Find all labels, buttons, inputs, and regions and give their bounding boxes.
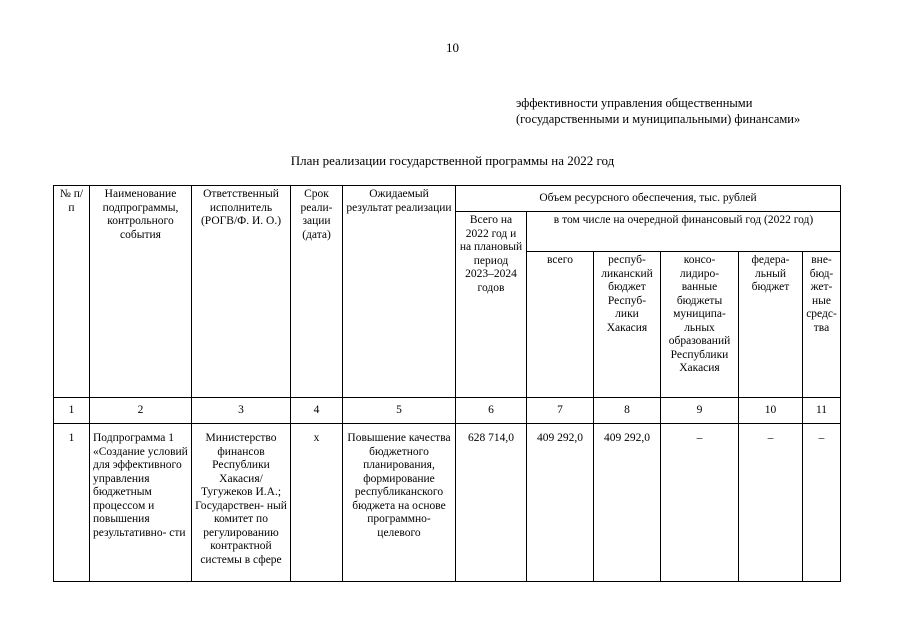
header-offbudget: вне- бюд- жет- ные средс- тва	[803, 252, 841, 398]
plan-title: План реализации государственной программы на 2022 год	[290, 153, 615, 168]
header-consolidated: консо- лидиро- ванные бюджеты муниципа- льных образований Республики Хакасия	[661, 252, 739, 398]
row-total-all: 628 714,0	[456, 424, 527, 582]
column-number: 3	[192, 398, 291, 424]
subtitle-line-2: (государственными и муниципальными) финансами»	[516, 112, 801, 126]
row-term: х	[291, 424, 343, 582]
row-name: Подпрограмма 1 «Создание условий для эффективного управления бюджетным процессом и повышения результативно- сти	[90, 424, 192, 582]
row-num: 1	[54, 424, 90, 582]
row-responsible: Министерство финансов Республики Хакасия/ Тугужеков И.А.; Государствен- ный комитет по регулированию контрактной системы в сфере	[192, 424, 291, 582]
row-result: Повышение качества бюджетного планирования, формирование республиканского бюджета на основе программно- целевого	[343, 424, 456, 582]
subtitle-line-1: эффективности управления общественными	[516, 96, 753, 110]
column-number: 2	[90, 398, 192, 424]
header-row-1	[54, 186, 841, 212]
table-row	[54, 424, 841, 582]
column-number: 11	[803, 398, 841, 424]
row-federal: –	[739, 424, 803, 582]
column-number: 5	[343, 398, 456, 424]
row-consolidated: –	[661, 424, 739, 582]
column-number: 4	[291, 398, 343, 424]
row-offbudget: –	[803, 424, 841, 582]
header-total: всего	[527, 252, 594, 398]
header-federal: федера- льный бюджет	[739, 252, 803, 398]
header-total-all: Всего на 2022 год и на плановый период 2023–2024 годов	[456, 212, 527, 398]
header-resources: Объем ресурсного обеспечения, тыс. рублей	[456, 186, 841, 212]
column-number: 9	[661, 398, 739, 424]
column-number: 7	[527, 398, 594, 424]
header-num: № п/п	[54, 186, 90, 398]
row-total: 409 292,0	[527, 424, 594, 582]
column-number: 6	[456, 398, 527, 424]
column-number: 10	[739, 398, 803, 424]
header-term: Срок реали- зации (дата)	[291, 186, 343, 398]
header-result: Ожидаемый результат реализации	[343, 186, 456, 398]
header-name: Наименование подпрограммы, контрольного события	[90, 186, 192, 398]
column-number-row	[54, 398, 841, 424]
header-responsible: Ответственный исполнитель (РОГВ/Ф. И. О.)	[192, 186, 291, 398]
header-including: в том числе на очередной финансовый год (2022 год)	[527, 212, 841, 252]
plan-table	[53, 185, 841, 582]
program-subtitle	[516, 95, 800, 127]
header-republic: респуб- ликанский бюджет Респуб- лики Хакасия	[594, 252, 661, 398]
page-number: 10	[446, 40, 459, 55]
column-number: 8	[594, 398, 661, 424]
row-republic: 409 292,0	[594, 424, 661, 582]
column-number: 1	[54, 398, 90, 424]
